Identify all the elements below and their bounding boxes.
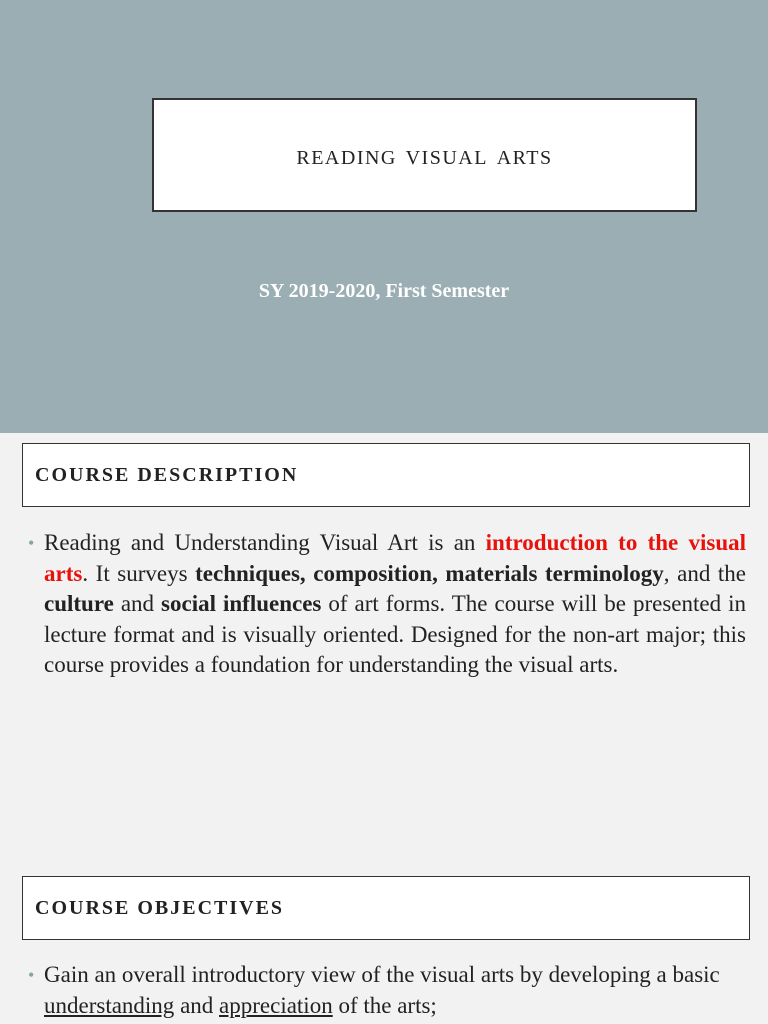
text-run: Reading and Understanding Visual Art is an [44, 530, 486, 555]
text-run: and [113, 591, 162, 616]
course-description-heading-box [22, 443, 750, 507]
bullet-icon: • [28, 533, 35, 553]
bold-text: social influences [161, 591, 322, 616]
bold-text: techniques, composition, materials terminology [195, 560, 664, 586]
course-description-paragraph [44, 528, 746, 681]
text-run: and [174, 992, 220, 1018]
highlight-text: introduction to the visual arts [44, 530, 747, 586]
course-description-slide [0, 433, 768, 865]
text-run: Gain an overall introductory view of the visual arts by developing a basic [44, 962, 720, 987]
slide-title: reading visual arts [296, 138, 553, 171]
slide-subtitle: SY 2019-2020, First Semester [258, 280, 510, 302]
text-run: of the arts; [332, 992, 437, 1018]
underlined-text: understanding [44, 992, 175, 1018]
text-run: , and the [663, 560, 746, 586]
bullet-icon: • [28, 965, 35, 985]
course-description-heading: COURSE DESCRIPTION [35, 463, 299, 486]
title-box [152, 98, 697, 212]
course-objectives-heading: COURSE OBJECTIVES [35, 896, 285, 919]
text-run: . It surveys [82, 560, 196, 586]
title-slide [0, 0, 768, 433]
underlined-text: appreciation [219, 992, 333, 1018]
objective-item [44, 960, 746, 1021]
text-run: of art forms. The course will be presented in lecture format and is visually oriented. Designed for the non-art major; this course provides a foundation for understanding the visual arts. [44, 591, 746, 677]
bold-text: culture [44, 591, 114, 616]
course-objectives-heading-box [22, 876, 750, 940]
course-objectives-slide [0, 865, 768, 1024]
